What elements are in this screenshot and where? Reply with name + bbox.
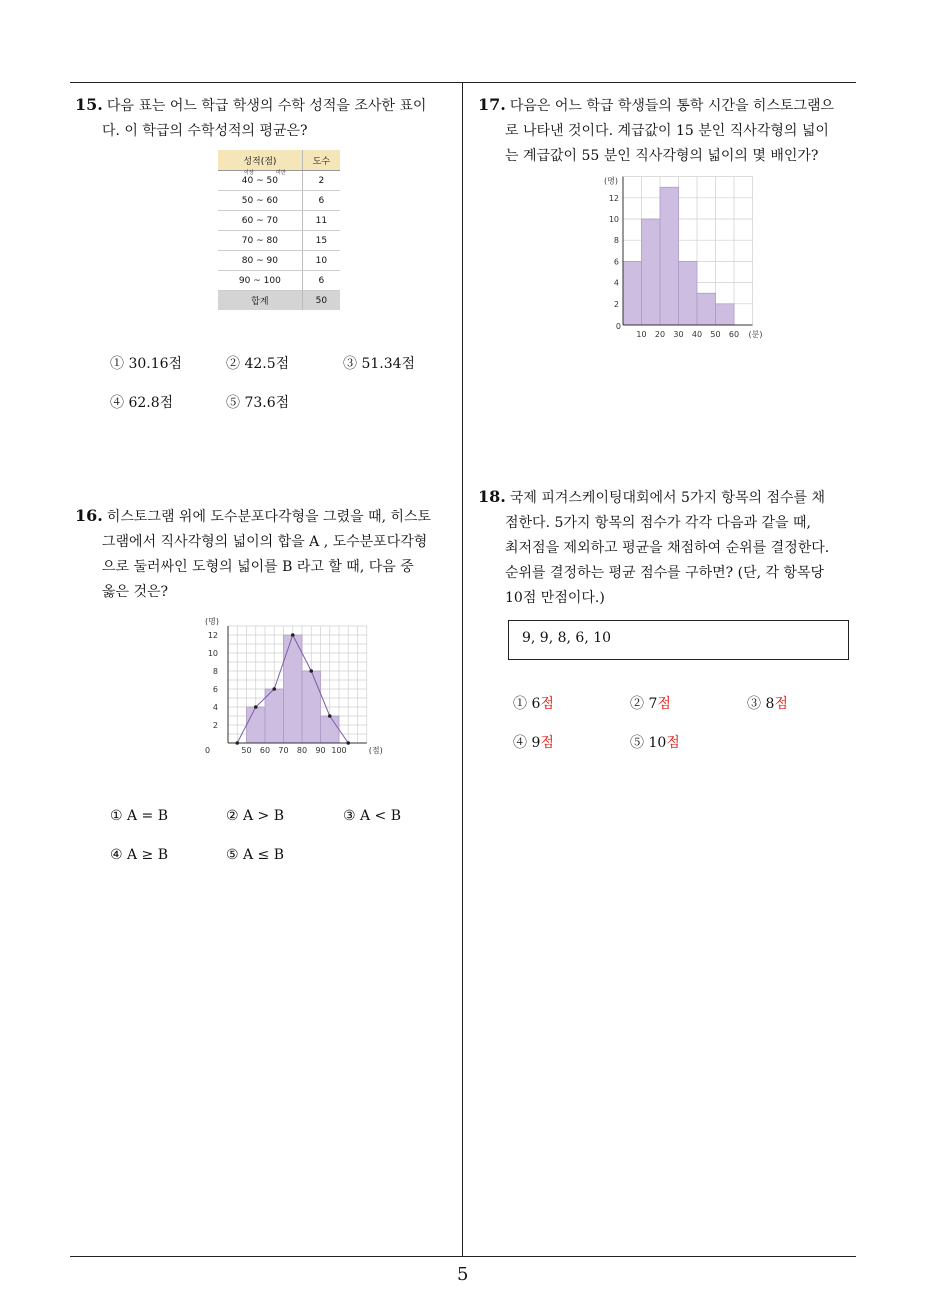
freq-cell: 2 <box>302 171 340 191</box>
choice-1[interactable]: ① 30.16점 <box>110 356 183 372</box>
choice-4[interactable]: ④ 62.8점 <box>110 395 174 411</box>
score-box <box>508 620 849 660</box>
histogram-bar <box>716 304 735 325</box>
y-tick-label: 4 <box>613 278 619 288</box>
y-tick-label: 2 <box>613 299 619 309</box>
polygon-point <box>328 714 332 718</box>
polygon-point <box>346 741 350 745</box>
freq-cell: 15 <box>302 231 340 251</box>
table-total-row <box>218 291 340 311</box>
choice-2[interactable]: ② A > B <box>226 808 285 824</box>
below-marker: 미만 <box>276 170 286 176</box>
question-text: 순위를 결정하는 평균 점수를 구하면? (단, 각 항목당 <box>505 565 825 581</box>
polygon-point <box>235 741 239 745</box>
y-tick-label: 2 <box>212 721 218 730</box>
question-text: 으로 둘러싸인 도형의 넓이를 B 라고 할 때, 다음 중 <box>102 559 414 575</box>
question-number: 16. <box>75 506 103 525</box>
polygon-point <box>309 669 313 673</box>
top-rule <box>70 82 856 83</box>
histogram-polygon-chart <box>200 614 383 764</box>
freq-cell: 6 <box>302 271 340 291</box>
score-frequency-table <box>218 150 340 310</box>
histogram-bar <box>679 261 698 325</box>
x-tick-label: 90 <box>315 746 326 755</box>
column-divider <box>462 82 463 1257</box>
question-text: 히스토그램 위에 도수분포다각형을 그렸을 때, 히스토 <box>106 509 432 525</box>
x-axis-label: (점) <box>368 746 383 755</box>
table-header: 성적(점) <box>218 150 302 171</box>
question-number: 18. <box>478 487 506 506</box>
table-row <box>218 231 340 251</box>
polygon-point <box>254 705 258 709</box>
choice-3[interactable] <box>747 693 788 713</box>
choice-value: ⑤ 10 <box>630 735 667 751</box>
range-cell: 50 ~ 60 <box>218 191 302 211</box>
table-row <box>218 191 340 211</box>
question-text: 다음은 어느 학급 학생들의 통학 시간을 히스토그램으 <box>509 98 835 114</box>
choice-unit: 점 <box>774 696 788 712</box>
histogram-bar <box>623 261 642 325</box>
question-18 <box>478 484 829 611</box>
polygon-point <box>291 633 295 637</box>
choice-unit: 점 <box>540 735 554 751</box>
y-tick-label: 6 <box>613 257 619 267</box>
y-tick-label: 8 <box>613 236 619 246</box>
freq-cell: 10 <box>302 251 340 271</box>
choice-unit: 점 <box>540 696 554 712</box>
choice-value: ④ 9 <box>513 735 541 751</box>
question-text: 그램에서 직사각형의 넓이의 합을 A , 도수분포다각형 <box>102 534 428 550</box>
x-tick-label: 70 <box>278 746 289 755</box>
histogram-bar <box>697 293 716 325</box>
choice-5[interactable] <box>630 732 680 752</box>
y-tick-label: 4 <box>212 703 218 712</box>
choice-1[interactable] <box>513 693 554 713</box>
y-tick-label: 12 <box>608 193 619 203</box>
above-marker: 이상 <box>244 170 254 176</box>
choice-unit: 점 <box>666 735 680 751</box>
x-tick-label: 50 <box>241 746 252 755</box>
x-tick-label: 10 <box>636 330 647 339</box>
x-axis-label: (분) <box>748 330 763 339</box>
choice-3[interactable]: ③ A < B <box>343 808 402 824</box>
y-axis-label: (명) <box>604 176 618 186</box>
choice-unit: 점 <box>657 696 671 712</box>
x-tick-label: 80 <box>296 746 308 755</box>
y-tick-label: 6 <box>212 685 218 694</box>
table-row <box>218 211 340 231</box>
choice-2[interactable]: ② 42.5점 <box>226 356 290 372</box>
question-16 <box>75 503 431 605</box>
question-15 <box>75 92 426 144</box>
x-tick-label: 50 <box>710 330 721 339</box>
range-cell: 70 ~ 80 <box>218 231 302 251</box>
x-tick-label: 40 <box>691 330 703 339</box>
question-17 <box>478 92 834 169</box>
question-text: 다음 표는 어느 학급 학생의 수학 성적을 조사한 표이 <box>106 98 427 114</box>
x-tick-label: 20 <box>654 330 666 339</box>
x-tick-label: 30 <box>673 330 684 339</box>
range-cell: 40 ~ 50 <box>241 175 278 186</box>
total-value: 50 <box>302 291 340 311</box>
range-cell: 90 ~ 100 <box>218 271 302 291</box>
histogram-bar <box>302 671 321 743</box>
question-text: 는 계급값이 55 분인 직사각형의 넓이의 몇 배인가? <box>505 148 819 164</box>
choice-3[interactable]: ③ 51.34점 <box>343 356 416 372</box>
y-tick-label: 10 <box>608 215 619 224</box>
histogram-bar <box>265 689 284 743</box>
histogram-bar <box>284 635 303 743</box>
bottom-rule <box>70 1256 856 1257</box>
question-text: 옳은 것은? <box>102 584 169 600</box>
choice-value: ② 7 <box>630 696 658 712</box>
page-number: 5 <box>457 1264 469 1285</box>
table-row <box>218 171 340 191</box>
choice-2[interactable] <box>630 693 671 713</box>
y-tick-label: 8 <box>212 667 218 676</box>
question-number: 15. <box>75 95 103 114</box>
x-tick-label: 100 <box>331 746 347 755</box>
freq-cell: 11 <box>302 211 340 231</box>
score-list: 9, 9, 8, 6, 10 <box>522 630 612 646</box>
x-tick-label: 0 <box>615 322 621 331</box>
commute-histogram-chart <box>600 172 770 342</box>
question-text: 국제 피겨스케이팅대회에서 5가지 항목의 점수를 채 <box>509 490 826 506</box>
total-label: 합계 <box>218 291 302 311</box>
choice-value: ① 6 <box>513 696 541 712</box>
choice-4[interactable] <box>513 732 554 752</box>
table-header: 도수 <box>302 150 340 171</box>
y-axis-label: (명) <box>205 617 219 626</box>
choice-value: ③ 8 <box>747 696 775 712</box>
histogram-bar <box>660 187 679 325</box>
question-number: 17. <box>478 95 506 114</box>
choice-5[interactable]: ⑤ A ≤ B <box>226 847 285 863</box>
table-row <box>218 271 340 291</box>
question-text: 점한다. 5가지 항목의 점수가 각각 다음과 같을 때, <box>505 515 811 531</box>
choice-4[interactable]: ④ A ≥ B <box>110 847 169 863</box>
range-cell: 80 ~ 90 <box>218 251 302 271</box>
polygon-point <box>272 687 276 691</box>
y-tick-label: 10 <box>207 649 218 658</box>
table-row <box>218 251 340 271</box>
choice-5[interactable]: ⑤ 73.6점 <box>226 395 290 411</box>
question-text: 로 나타낸 것이다. 계급값이 15 분인 직사각형의 넓이 <box>505 123 829 139</box>
histogram-bar <box>321 716 340 743</box>
histogram-bar <box>247 707 266 743</box>
question-text: 10점 만점이다.) <box>505 590 605 606</box>
x-tick-label: 60 <box>259 746 271 755</box>
range-cell: 60 ~ 70 <box>218 211 302 231</box>
question-text: 최저점을 제외하고 평균을 채점하여 순위를 결정한다. <box>505 540 830 556</box>
y-tick-label: 12 <box>207 631 218 640</box>
question-text: 다. 이 학급의 수학성적의 평균은? <box>102 123 308 139</box>
choice-1[interactable]: ① A = B <box>110 808 169 824</box>
x-tick-label: 60 <box>728 330 740 339</box>
histogram-bar <box>642 219 661 325</box>
x-tick-label: 0 <box>205 746 211 755</box>
freq-cell: 6 <box>302 191 340 211</box>
